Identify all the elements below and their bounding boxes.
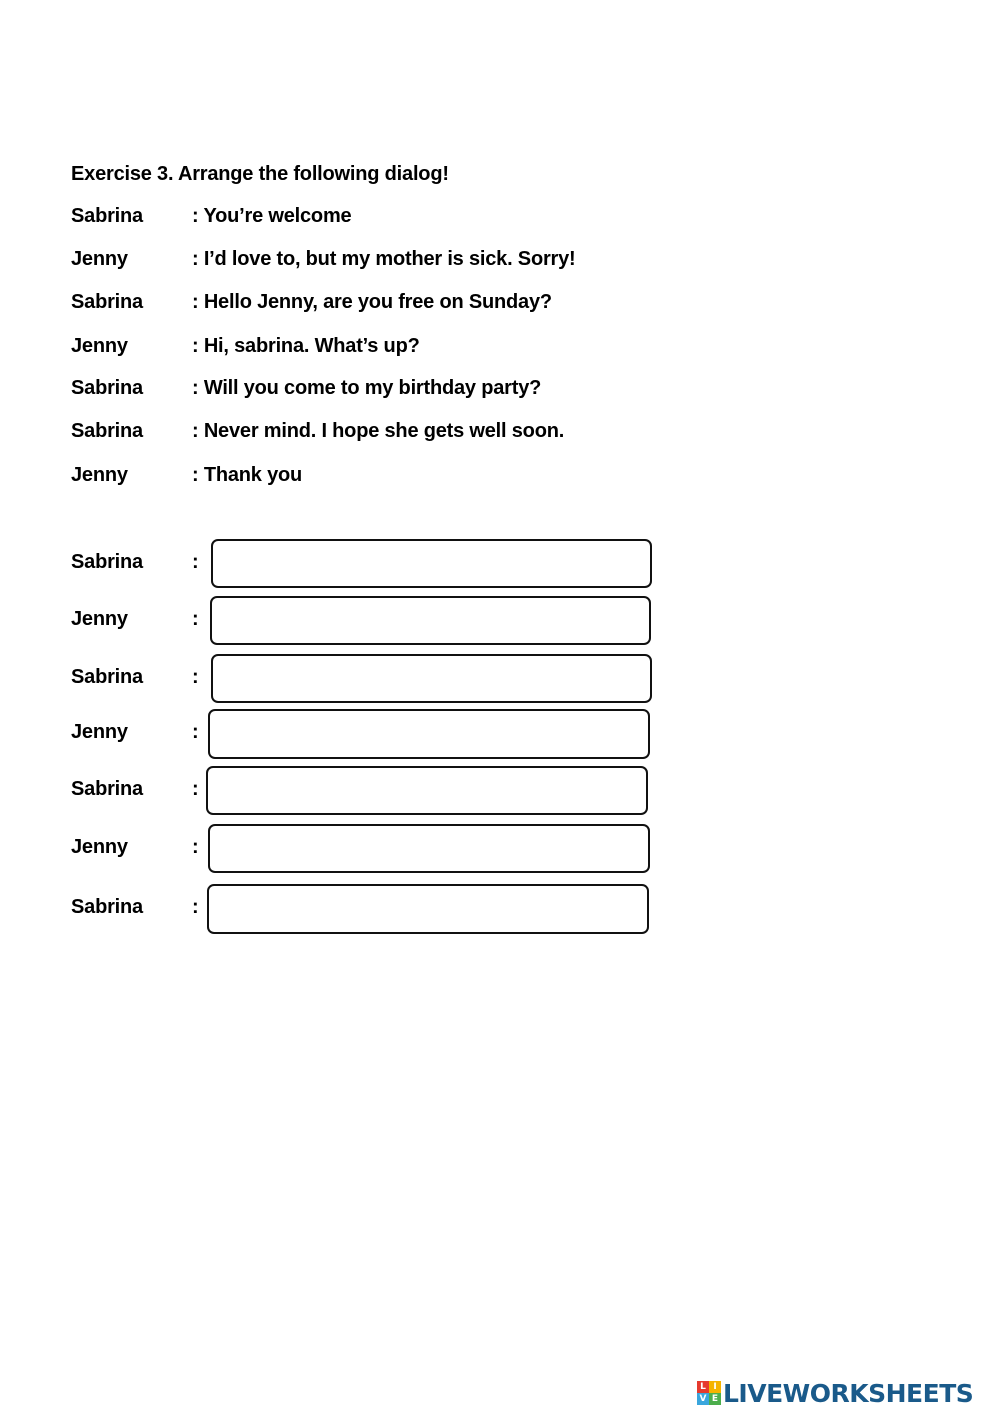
answer-colon: : [192,836,199,858]
dialog-speaker: Jenny [71,335,128,357]
dialog-speaker: Sabrina [71,205,143,227]
dialog-speaker: Jenny [71,464,128,486]
answer-input-1[interactable] [211,539,652,588]
answer-colon: : [192,608,199,630]
answer-input-2[interactable] [210,596,651,645]
dialog-text: : Hello Jenny, are you free on Sunday? [192,291,552,313]
answer-speaker: Sabrina [71,666,143,688]
logo-text: LIVEWORKSHEETS [723,1378,974,1408]
dialog-speaker: Jenny [71,248,128,270]
answer-speaker: Jenny [71,836,128,858]
logo-mark-cell: V [697,1393,709,1405]
dialog-speaker: Sabrina [71,420,143,442]
answer-colon: : [192,778,199,800]
answer-speaker: Sabrina [71,896,143,918]
answer-input-7[interactable] [207,884,649,934]
answer-input-3[interactable] [211,654,652,703]
answer-colon: : [192,551,199,573]
dialog-text: : Never mind. I hope she gets well soon. [192,420,565,442]
dialog-text: : I’d love to, but my mother is sick. Sorry! [192,248,576,270]
answer-colon: : [192,666,199,688]
dialog-text: : Hi, sabrina. What’s up? [192,335,420,357]
dialog-speaker: Sabrina [71,377,143,399]
logo-mark-icon [697,1381,721,1405]
exercise-title: Exercise 3. Arrange the following dialog! [71,163,449,185]
answer-speaker: Jenny [71,721,128,743]
liveworksheets-logo [697,1378,973,1408]
logo-mark-cell: L [697,1381,709,1393]
dialog-speaker: Sabrina [71,291,143,313]
answer-speaker: Jenny [71,608,128,630]
logo-mark-cell: I [709,1381,721,1393]
dialog-text: : Will you come to my birthday party? [192,377,542,399]
answer-input-4[interactable] [208,709,650,759]
answer-input-6[interactable] [208,824,650,873]
answer-speaker: Sabrina [71,551,143,573]
dialog-text: : You’re welcome [192,205,352,227]
answer-colon: : [192,721,199,743]
answer-input-5[interactable] [206,766,648,815]
dialog-text: : Thank you [192,464,303,486]
answer-colon: : [192,896,199,918]
answer-speaker: Sabrina [71,778,143,800]
logo-mark-cell: E [709,1393,721,1405]
